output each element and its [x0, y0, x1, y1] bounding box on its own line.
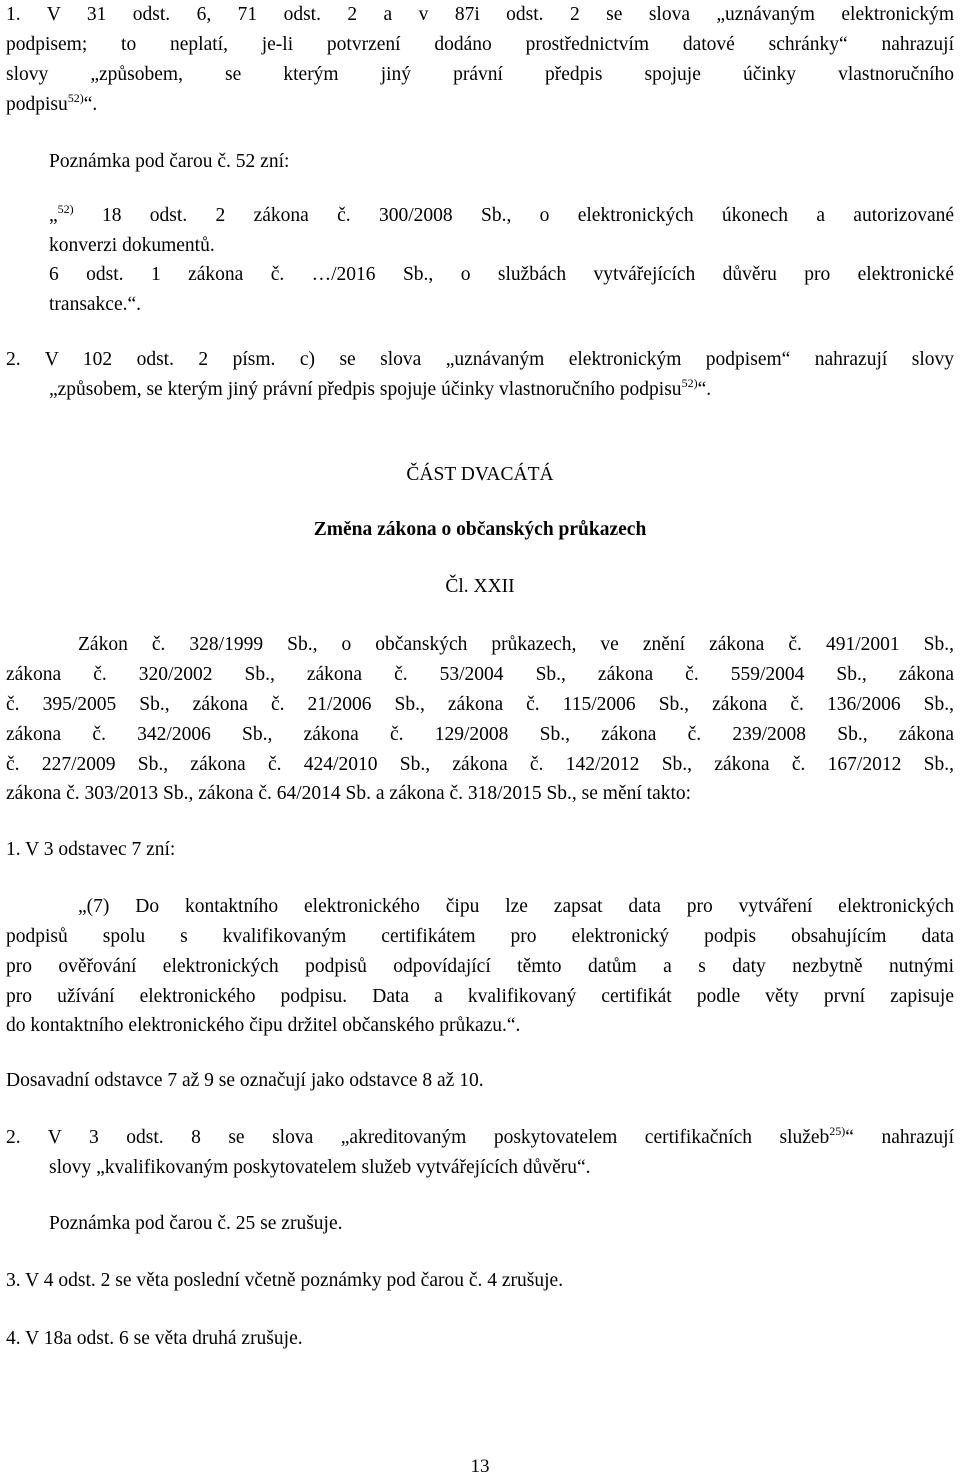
point1-heading: 1. V 3 odstavec 7 zní:: [6, 839, 176, 860]
item1-line3: slovy „způsobem, se kterým jiný právní předpis spojuje účinky vlastnoručního: [6, 64, 954, 85]
point2-note: Poznámka pod čarou č. 25 se zrušuje.: [49, 1213, 343, 1234]
item2-line2-end: “.: [697, 379, 712, 400]
point1-line4: pro užívání elektronického podpisu. Data a kvalifikovaný certifikát podle věty první zapisuje: [6, 986, 954, 1007]
point1-line1: „(7) Do kontaktního elektronického čipu lze zapsat data pro vytváření elektronických: [78, 896, 954, 917]
point1-after: Dosavadní odstavce 7 až 9 se označují jako odstavce 8 až 10.: [6, 1070, 484, 1091]
point3: 3. V 4 odst. 2 se věta poslední včetně poznámky pod čarou č. 4 zrušuje.: [6, 1270, 564, 1291]
point1-line3: pro ověřování elektronických podpisů odpovídající těmto datům a s daty nezbytně nutnými: [6, 956, 954, 977]
footnote-ref: 25): [829, 1124, 846, 1138]
footnote-line1: [49, 201, 954, 231]
point2-line1: [6, 1123, 954, 1153]
item1-line4-end: “.: [83, 94, 98, 115]
item1-line2: podpisem; to neplatí, je-li potvrzení dodáno prostřednictvím datové schránky“ nahrazují: [6, 34, 954, 55]
intro-line2: zákona č. 320/2002 Sb., zákona č. 53/2004 Sb., zákona č. 559/2004 Sb., zákona: [6, 664, 954, 685]
item1-line1: 1. V 31 odst. 6, 71 odst. 2 a v 87i odst. 2 se slova „uznávaným elektronickým: [6, 4, 954, 25]
footnote-line2: konverzi dokumentů.: [49, 235, 215, 256]
footnote-line4: transakce.“.: [49, 294, 142, 315]
point2-line1-end: “ nahrazují: [845, 1127, 954, 1148]
item1-line4: [6, 90, 97, 120]
point2-line2: slovy „kvalifikovaným poskytovatelem služeb vytvářejících důvěru“.: [49, 1157, 591, 1178]
footnote-open-quote: „: [49, 205, 58, 226]
intro-line5: č. 227/2009 Sb., zákona č. 424/2010 Sb., zákona č. 142/2012 Sb., zákona č. 167/2012 Sb.,: [6, 754, 954, 775]
point4: 4. V 18a odst. 6 se věta druhá zrušuje.: [6, 1328, 303, 1349]
footnote-heading: Poznámka pod čarou č. 52 zní:: [49, 151, 290, 172]
article-number: Čl. XXII: [445, 576, 515, 597]
intro-line4: zákona č. 342/2006 Sb., zákona č. 129/2008 Sb., zákona č. 239/2008 Sb., zákona: [6, 724, 954, 745]
footnote-ref: 52): [67, 91, 84, 105]
point1-line2: podpisů spolu s kvalifikovaným certifikátem pro elektronický podpis obsahujícím data: [6, 926, 954, 947]
item1-line4-text: podpisu: [6, 94, 68, 115]
footnote-line3: 6 odst. 1 zákona č. …/2016 Sb., o službách vytvářejících důvěru pro elektronické: [49, 264, 954, 285]
footnote-ref: 52): [57, 202, 74, 216]
intro-line6: zákona č. 303/2013 Sb., zákona č. 64/2014 Sb. a zákona č. 318/2015 Sb., se mění takto:: [6, 783, 692, 804]
intro-line3: č. 395/2005 Sb., zákona č. 21/2006 Sb., zákona č. 115/2006 Sb., zákona č. 136/2006 Sb.,: [6, 694, 954, 715]
footnote-line1-text: 18 odst. 2 zákona č. 300/2008 Sb., o elektronických úkonech a autorizované: [73, 205, 954, 226]
footnote-ref: 52): [681, 376, 698, 390]
point1-line5: do kontaktního elektronického čipu držitel občanského průkazu.“.: [6, 1015, 521, 1036]
intro-line1: Zákon č. 328/1999 Sb., o občanských průkazech, ve znění zákona č. 491/2001 Sb.,: [78, 634, 954, 655]
item2-line2-text: „způsobem, se kterým jiný právní předpis spojuje účinky vlastnoručního podpisu: [49, 379, 682, 400]
part-subtitle: Změna zákona o občanských průkazech: [313, 519, 647, 540]
item2-line1: 2. V 102 odst. 2 písm. c) se slova „uznávaným elektronickým podpisem“ nahrazují slovy: [6, 349, 954, 370]
part-title: ČÁST DVACÁTÁ: [406, 464, 554, 485]
page-number: 13: [470, 1456, 490, 1477]
item2-line2: [49, 375, 711, 405]
point2-line1-text: 2. V 3 odst. 8 se slova „akreditovaným poskytovatelem certifikačních služeb: [6, 1127, 830, 1148]
